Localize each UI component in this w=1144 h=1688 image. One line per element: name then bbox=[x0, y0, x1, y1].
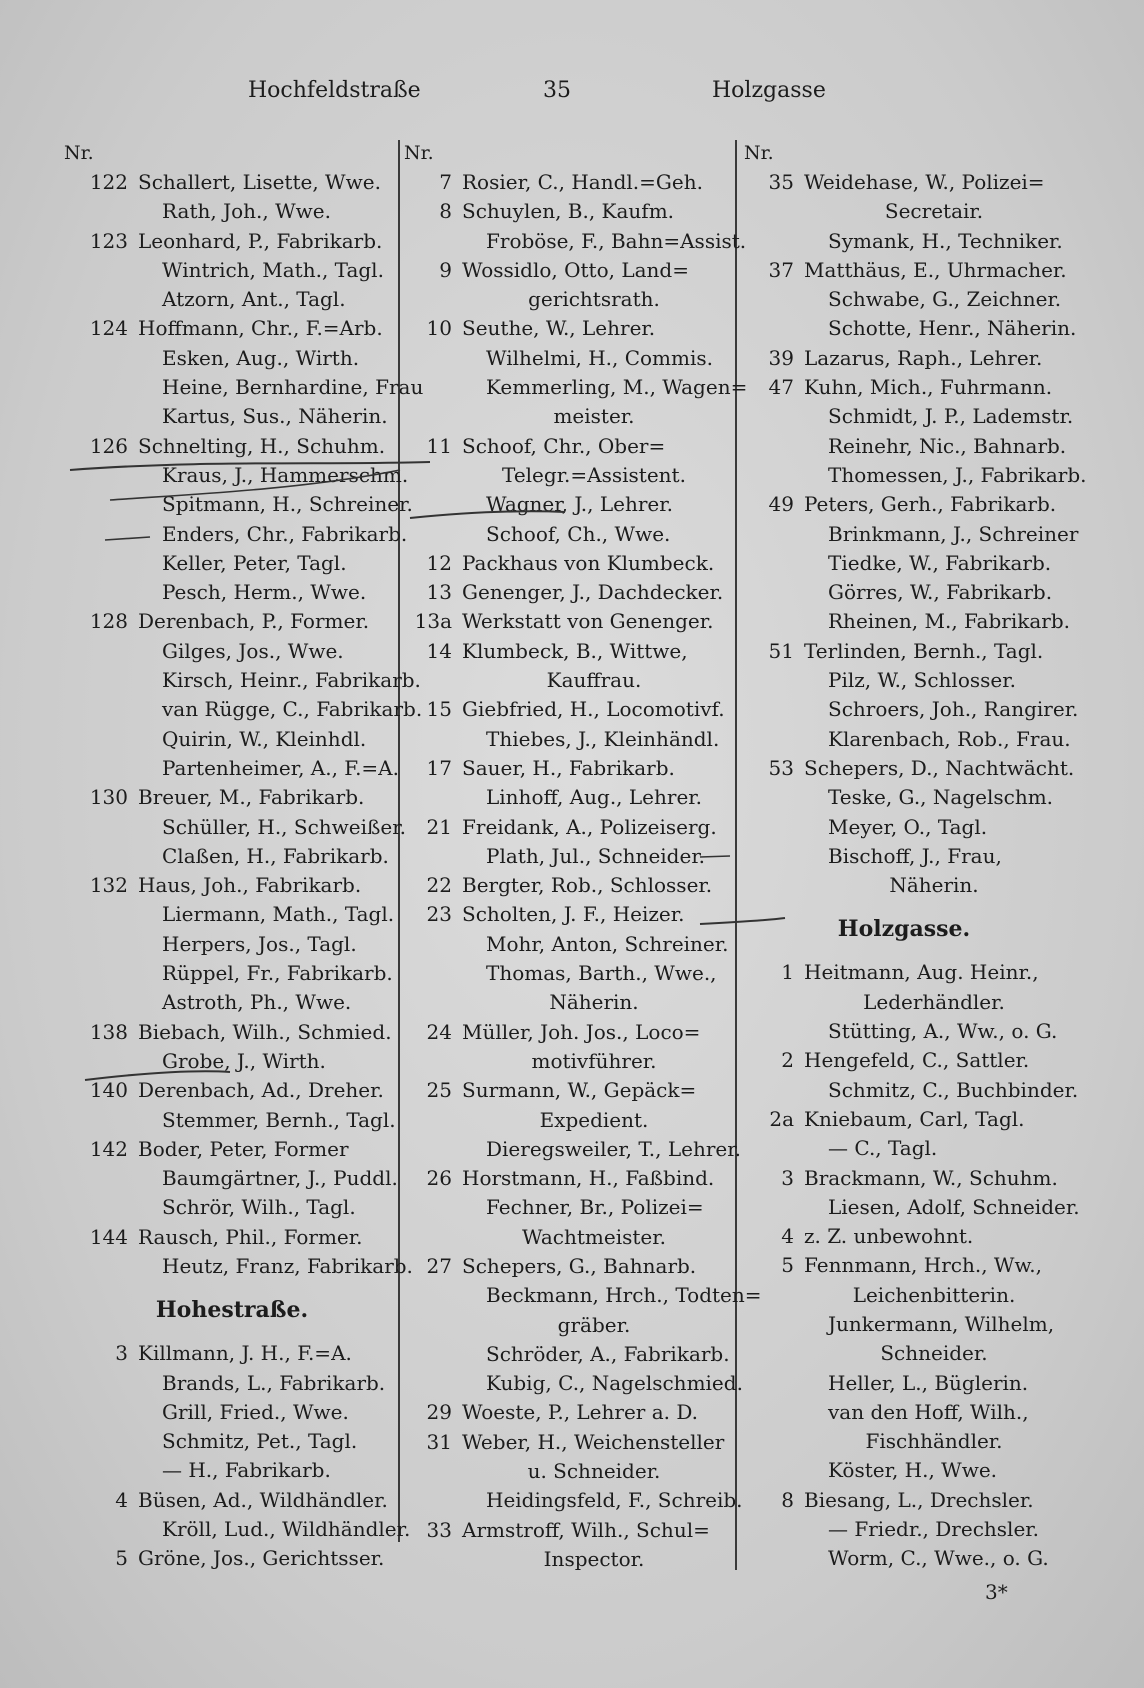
resident-text: Tiedke, W., Fabrikarb. bbox=[828, 550, 1052, 575]
resident-text: Derenbach, P., Former. bbox=[138, 609, 370, 634]
house-number: 23 bbox=[426, 902, 452, 927]
resident-text: gerichtsrath. bbox=[528, 287, 660, 312]
resident-text: Leichenbitterin. bbox=[852, 1282, 1016, 1307]
resident-text: Expedient. bbox=[539, 1107, 649, 1132]
resident-text: Wagner, J., Lehrer. bbox=[486, 492, 673, 517]
resident-text: Thiebes, J., Kleinhändl. bbox=[486, 726, 720, 751]
resident-text: Schnelting, H., Schuhm. bbox=[138, 433, 386, 458]
house-number: 8 bbox=[781, 1487, 794, 1512]
resident-text: Stütting, A., Ww., o. G. bbox=[828, 1019, 1058, 1044]
resident-text: Pilz, W., Schlosser. bbox=[828, 668, 1016, 693]
resident-text: Rath, Joh., Wwe. bbox=[162, 199, 331, 224]
house-number: 5 bbox=[115, 1546, 128, 1571]
resident-text: Heine, Bernhardine, Frau bbox=[162, 375, 424, 400]
resident-text: Biesang, L., Drechsler. bbox=[804, 1487, 1034, 1512]
house-number: 24 bbox=[426, 1019, 452, 1044]
resident-text: Leonhard, P., Fabrikarb. bbox=[138, 228, 383, 253]
resident-text: Schroers, Joh., Rangirer. bbox=[828, 697, 1079, 722]
house-number: 26 bbox=[426, 1166, 452, 1191]
resident-text: Teske, G., Nagelschm. bbox=[828, 785, 1054, 810]
resident-text: Klarenbach, Rob., Frau. bbox=[828, 726, 1071, 751]
resident-text: Kniebaum, Carl, Tagl. bbox=[804, 1106, 1025, 1131]
resident-text: Linhoff, Aug., Lehrer. bbox=[486, 785, 703, 810]
resident-text: Stemmer, Bernh., Tagl. bbox=[162, 1107, 396, 1132]
resident-text: gräber. bbox=[557, 1312, 631, 1337]
resident-text: Rüppel, Fr., Fabrikarb. bbox=[162, 961, 393, 986]
resident-text: Schmidt, J. P., Lademstr. bbox=[828, 404, 1074, 429]
house-number: 22 bbox=[426, 873, 452, 898]
house-number: 13 bbox=[426, 580, 452, 605]
house-number: 4 bbox=[115, 1487, 128, 1512]
resident-text: Fennmann, Hrch., Ww., bbox=[804, 1253, 1042, 1278]
resident-text: Gilges, Jos., Wwe. bbox=[162, 638, 344, 663]
house-number: 14 bbox=[426, 638, 452, 663]
resident-text: Heutz, Franz, Fabrikarb. bbox=[162, 1253, 413, 1278]
resident-text: Klumbeck, B., Wittwe, bbox=[462, 638, 688, 663]
resident-text: Giebfried, H., Locomotivf. bbox=[462, 697, 725, 722]
resident-text: Görres, W., Fabrikarb. bbox=[828, 580, 1053, 605]
resident-text: Froböse, F., Bahn=Assist. bbox=[486, 228, 747, 253]
resident-text: Rausch, Phil., Former. bbox=[138, 1224, 363, 1249]
nr-column-label: Nr. bbox=[64, 142, 94, 164]
resident-text: Baumgärtner, J., Puddl. bbox=[162, 1166, 398, 1191]
resident-text: Näherin. bbox=[549, 990, 639, 1015]
resident-text: Plath, Jul., Schneider. bbox=[486, 843, 706, 868]
resident-text: Sauer, H., Fabrikarb. bbox=[462, 755, 675, 780]
house-number: 124 bbox=[89, 316, 128, 341]
resident-text: Claßen, H., Fabrikarb. bbox=[162, 843, 389, 868]
resident-text: Beckmann, Hrch., Todten= bbox=[486, 1283, 762, 1308]
resident-text: Meyer, O., Tagl. bbox=[828, 814, 988, 839]
resident-text: Junkermann, Wilhelm, bbox=[828, 1311, 1055, 1336]
house-number: 11 bbox=[426, 433, 452, 458]
resident-text: Partenheimer, A., F.=A. bbox=[162, 755, 399, 780]
resident-text: Lederhändler. bbox=[863, 989, 1005, 1014]
resident-text: Schotte, Henr., Näherin. bbox=[828, 316, 1077, 341]
house-number: 3 bbox=[115, 1341, 128, 1366]
resident-text: Rosier, C., Handl.=Geh. bbox=[462, 170, 703, 194]
house-number: 130 bbox=[89, 785, 128, 810]
house-number: 51 bbox=[768, 638, 794, 663]
resident-text: Liesen, Adolf, Schneider. bbox=[828, 1194, 1080, 1219]
resident-text: Spitmann, H., Schreiner. bbox=[162, 492, 413, 517]
header-right-street: Holzgasse bbox=[712, 78, 826, 103]
resident-text: Seuthe, W., Lehrer. bbox=[462, 316, 656, 341]
resident-text: Näherin. bbox=[889, 873, 979, 898]
resident-text: Symank, H., Techniker. bbox=[828, 228, 1063, 253]
resident-text: Hoffmann, Chr., F.=Arb. bbox=[138, 316, 383, 341]
resident-text: Schallert, Lisette, Wwe. bbox=[138, 170, 381, 194]
resident-text: Kauffrau. bbox=[546, 668, 642, 693]
resident-text: Lazarus, Raph., Lehrer. bbox=[804, 345, 1043, 370]
house-number: 37 bbox=[768, 257, 794, 282]
resident-text: Schepers, D., Nachtwächt. bbox=[804, 755, 1075, 780]
resident-text: Köster, H., Wwe. bbox=[828, 1458, 998, 1483]
resident-text: Inspector. bbox=[543, 1546, 645, 1571]
resident-text: Reinehr, Nic., Bahnarb. bbox=[828, 433, 1067, 458]
house-number: 10 bbox=[426, 316, 452, 341]
resident-text: Fechner, Br., Polizei= bbox=[486, 1195, 704, 1220]
resident-text: Quirin, W., Kleinhdl. bbox=[162, 726, 367, 751]
resident-text: Hengefeld, C., Sattler. bbox=[804, 1048, 1030, 1073]
resident-text: Heidingsfeld, F., Schreib. bbox=[486, 1488, 743, 1513]
house-number: 5 bbox=[781, 1253, 794, 1278]
resident-text: Brackmann, W., Schuhm. bbox=[804, 1165, 1058, 1190]
street-heading: Holzgasse. bbox=[837, 916, 971, 943]
house-number: 33 bbox=[426, 1517, 452, 1542]
house-number: 3 bbox=[781, 1165, 794, 1190]
page-number: 35 bbox=[543, 78, 571, 103]
house-number: 29 bbox=[426, 1400, 452, 1425]
resident-text: Bischoff, J., Frau, bbox=[828, 843, 1002, 868]
resident-text: Kirsch, Heinr., Fabrikarb. bbox=[162, 668, 421, 693]
house-number: 47 bbox=[768, 375, 794, 400]
resident-text: Enders, Chr., Fabrikarb. bbox=[162, 521, 408, 546]
house-number: 25 bbox=[426, 1078, 452, 1103]
resident-text: Dieregsweiler, T., Lehrer. bbox=[486, 1136, 741, 1161]
house-number: 128 bbox=[89, 609, 128, 634]
resident-text: Schoof, Chr., Ober= bbox=[462, 433, 666, 458]
resident-text: Kuhn, Mich., Fuhrmann. bbox=[804, 375, 1053, 400]
resident-text: Genenger, J., Dachdecker. bbox=[462, 580, 724, 605]
nr-column-label: Nr. bbox=[744, 142, 774, 164]
resident-text: Schuylen, B., Kaufm. bbox=[462, 199, 675, 224]
resident-text: — H., Fabrikarb. bbox=[162, 1458, 331, 1483]
signature-mark: 3* bbox=[985, 1580, 1008, 1604]
resident-text: Weidehase, W., Polizei= bbox=[804, 170, 1045, 194]
resident-text: Brinkmann, J., Schreiner bbox=[828, 521, 1079, 546]
resident-text: Biebach, Wilh., Schmied. bbox=[138, 1019, 392, 1044]
resident-text: Heitmann, Aug. Heinr., bbox=[804, 960, 1039, 985]
house-number: 12 bbox=[426, 550, 452, 575]
resident-text: motivführer. bbox=[531, 1048, 657, 1073]
resident-text: Herpers, Jos., Tagl. bbox=[162, 931, 357, 956]
resident-text: Mohr, Anton, Schreiner. bbox=[486, 931, 729, 956]
resident-text: Packhaus von Klumbeck. bbox=[462, 550, 715, 575]
resident-text: — Friedr., Drechsler. bbox=[828, 1517, 1039, 1542]
resident-text: Grill, Fried., Wwe. bbox=[162, 1399, 349, 1424]
house-number: 39 bbox=[768, 345, 794, 370]
resident-text: Wintrich, Math., Tagl. bbox=[162, 257, 384, 282]
resident-text: Grobe, J., Wirth. bbox=[162, 1048, 326, 1073]
house-number: 140 bbox=[89, 1078, 128, 1103]
house-number: 17 bbox=[426, 755, 452, 780]
resident-text: Kemmerling, M., Wagen= bbox=[486, 375, 748, 400]
resident-text: meister. bbox=[553, 404, 635, 429]
resident-text: Pesch, Herm., Wwe. bbox=[162, 580, 367, 605]
house-number: 35 bbox=[768, 170, 794, 194]
resident-text: van den Hoff, Wilh., bbox=[828, 1399, 1029, 1424]
resident-text: Schüller, H., Schweißer. bbox=[162, 814, 406, 839]
resident-text: u. Schneider. bbox=[527, 1459, 661, 1484]
resident-text: van Rügge, C., Fabrikarb. bbox=[162, 697, 423, 722]
resident-text: Bergter, Rob., Schlosser. bbox=[462, 873, 713, 898]
resident-text: z. Z. unbewohnt. bbox=[804, 1224, 974, 1249]
house-number: 126 bbox=[89, 433, 128, 458]
resident-text: Woeste, P., Lehrer a. D. bbox=[462, 1400, 699, 1425]
resident-text: Rheinen, M., Fabrikarb. bbox=[828, 609, 1071, 634]
house-number: 49 bbox=[768, 492, 794, 517]
resident-text: Müller, Joh. Jos., Loco= bbox=[462, 1019, 701, 1044]
resident-text: Kartus, Sus., Näherin. bbox=[162, 404, 388, 429]
house-number: 2a bbox=[769, 1106, 794, 1131]
resident-text: Esken, Aug., Wirth. bbox=[162, 345, 360, 370]
resident-text: Brands, L., Fabrikarb. bbox=[162, 1370, 386, 1395]
resident-text: Matthäus, E., Uhrmacher. bbox=[804, 257, 1067, 282]
resident-text: Heller, L., Büglerin. bbox=[828, 1370, 1029, 1395]
resident-text: Derenbach, Ad., Dreher. bbox=[138, 1078, 384, 1103]
resident-text: Secretair. bbox=[884, 199, 984, 224]
resident-text: Gröne, Jos., Gerichtsser. bbox=[138, 1546, 385, 1571]
house-number: 9 bbox=[439, 257, 452, 282]
resident-text: Schröder, A., Fabrikarb. bbox=[486, 1341, 730, 1366]
house-number: 122 bbox=[89, 170, 128, 194]
house-number: 142 bbox=[89, 1136, 128, 1161]
resident-text: Kraus, J., Hammerschm. bbox=[162, 462, 409, 487]
resident-text: Schrör, Wilh., Tagl. bbox=[162, 1195, 356, 1220]
header-left-street: Hochfeldstraße bbox=[248, 78, 421, 103]
house-number: 27 bbox=[426, 1253, 452, 1278]
resident-text: Werkstatt von Genenger. bbox=[462, 609, 714, 634]
house-number: 138 bbox=[89, 1019, 128, 1044]
resident-text: Killmann, J. H., F.=A. bbox=[138, 1341, 352, 1366]
resident-text: Haus, Joh., Fabrikarb. bbox=[138, 873, 362, 898]
resident-text: Schneider. bbox=[880, 1341, 988, 1366]
resident-text: Thomessen, J., Fabrikarb. bbox=[828, 462, 1087, 487]
resident-text: Terlinden, Bernh., Tagl. bbox=[804, 638, 1044, 663]
resident-text: Breuer, M., Fabrikarb. bbox=[138, 785, 365, 810]
resident-text: Boder, Peter, Former bbox=[138, 1136, 349, 1161]
street-heading: Hohestraße. bbox=[155, 1297, 309, 1324]
house-number: 53 bbox=[768, 755, 794, 780]
house-number: 144 bbox=[89, 1224, 128, 1249]
resident-text: Wilhelmi, H., Commis. bbox=[486, 345, 713, 370]
resident-text: Liermann, Math., Tagl. bbox=[162, 902, 395, 927]
resident-text: Schmitz, Pet., Tagl. bbox=[162, 1429, 358, 1454]
resident-text: Armstroff, Wilh., Schul= bbox=[462, 1517, 710, 1542]
house-number: 31 bbox=[426, 1429, 452, 1454]
resident-text: Weber, H., Weichensteller bbox=[462, 1429, 725, 1454]
resident-text: Worm, C., Wwe., o. G. bbox=[828, 1546, 1049, 1571]
house-number: 2 bbox=[781, 1048, 794, 1073]
nr-column-label: Nr. bbox=[404, 142, 434, 164]
resident-text: Fischhändler. bbox=[865, 1429, 1003, 1454]
resident-text: Schepers, G., Bahnarb. bbox=[462, 1253, 697, 1278]
resident-text: Thomas, Barth., Wwe., bbox=[486, 961, 717, 986]
house-number: 7 bbox=[439, 170, 452, 194]
house-number: 15 bbox=[426, 697, 452, 722]
house-number: 123 bbox=[89, 228, 128, 253]
house-number: 8 bbox=[439, 199, 452, 224]
resident-text: Keller, Peter, Tagl. bbox=[162, 550, 347, 575]
resident-text: Surmann, W., Gepäck= bbox=[462, 1078, 697, 1103]
resident-text: Telegr.=Assistent. bbox=[502, 462, 686, 487]
resident-text: Kubig, C., Nagelschmied. bbox=[486, 1371, 743, 1396]
house-number: 132 bbox=[89, 873, 128, 898]
resident-text: Schoof, Ch., Wwe. bbox=[486, 521, 671, 546]
house-number: 1 bbox=[781, 960, 794, 985]
resident-text: Schmitz, C., Buchbinder. bbox=[828, 1077, 1079, 1102]
resident-text: Wachtmeister. bbox=[522, 1224, 666, 1249]
resident-text: — C., Tagl. bbox=[828, 1136, 938, 1161]
house-number: 21 bbox=[426, 814, 452, 839]
house-number: 13a bbox=[414, 609, 452, 634]
resident-text: Wossidlo, Otto, Land= bbox=[462, 257, 689, 282]
resident-text: Scholten, J. F., Heizer. bbox=[462, 902, 685, 927]
resident-text: Büsen, Ad., Wildhändler. bbox=[138, 1487, 388, 1512]
resident-text: Astroth, Ph., Wwe. bbox=[162, 990, 352, 1015]
resident-text: Atzorn, Ant., Tagl. bbox=[162, 287, 346, 312]
resident-text: Freidank, A., Polizeiserg. bbox=[462, 814, 717, 839]
resident-text: Peters, Gerh., Fabrikarb. bbox=[804, 492, 1057, 517]
house-number: 4 bbox=[781, 1224, 794, 1249]
resident-text: Kröll, Lud., Wildhändler. bbox=[162, 1517, 411, 1542]
resident-text: Schwabe, G., Zeichner. bbox=[828, 287, 1062, 312]
resident-text: Horstmann, H., Faßbind. bbox=[462, 1166, 715, 1191]
